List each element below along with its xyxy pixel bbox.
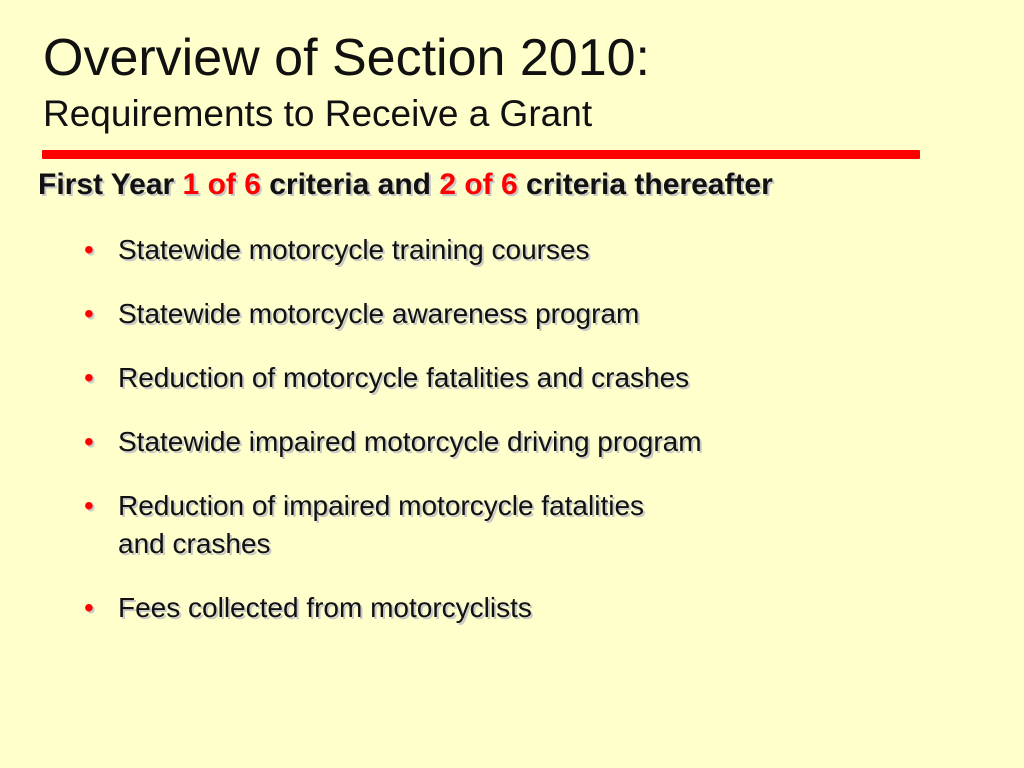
list-item-text: Statewide motorcycle training courses (118, 234, 590, 265)
list-item-text: Reduction of impaired motorcycle fatalities (118, 490, 645, 521)
slide-subtitle: Requirements to Receive a Grant (43, 93, 593, 134)
heading-first-year-count: 1 of 6 (182, 168, 261, 201)
list-item-text: Statewide impaired motorcycle driving program (118, 426, 702, 457)
bullet-dot-icon: • (84, 592, 94, 623)
list-item (84, 589, 904, 627)
title-divider (42, 150, 920, 159)
list-item (84, 231, 904, 269)
heading-thereafter-count: 2 of 6 (439, 168, 518, 201)
bullet-dot-icon: • (84, 490, 94, 521)
heading-part-3: criteria thereafter (517, 168, 773, 201)
list-item-text: Fees collected from motorcyclists (118, 592, 532, 623)
list-item (84, 295, 904, 333)
bullet-dot-icon: • (84, 362, 94, 393)
heading-part-1: First Year (38, 168, 183, 201)
list-item (84, 487, 904, 563)
bullet-dot-icon: • (84, 426, 94, 457)
list-item-text: Statewide motorcycle awareness program (118, 298, 640, 329)
slide-title: Overview of Section 2010: (43, 29, 650, 87)
list-item-text: Reduction of motorcycle fatalities and crashes (118, 362, 690, 393)
heading-part-2: criteria and (260, 168, 440, 201)
bullet-dot-icon: • (84, 234, 94, 265)
criteria-heading (38, 165, 773, 205)
list-item (84, 423, 904, 461)
list-item-text-continued: and crashes (118, 528, 271, 559)
list-item (84, 359, 904, 397)
bullet-dot-icon: • (84, 298, 94, 329)
